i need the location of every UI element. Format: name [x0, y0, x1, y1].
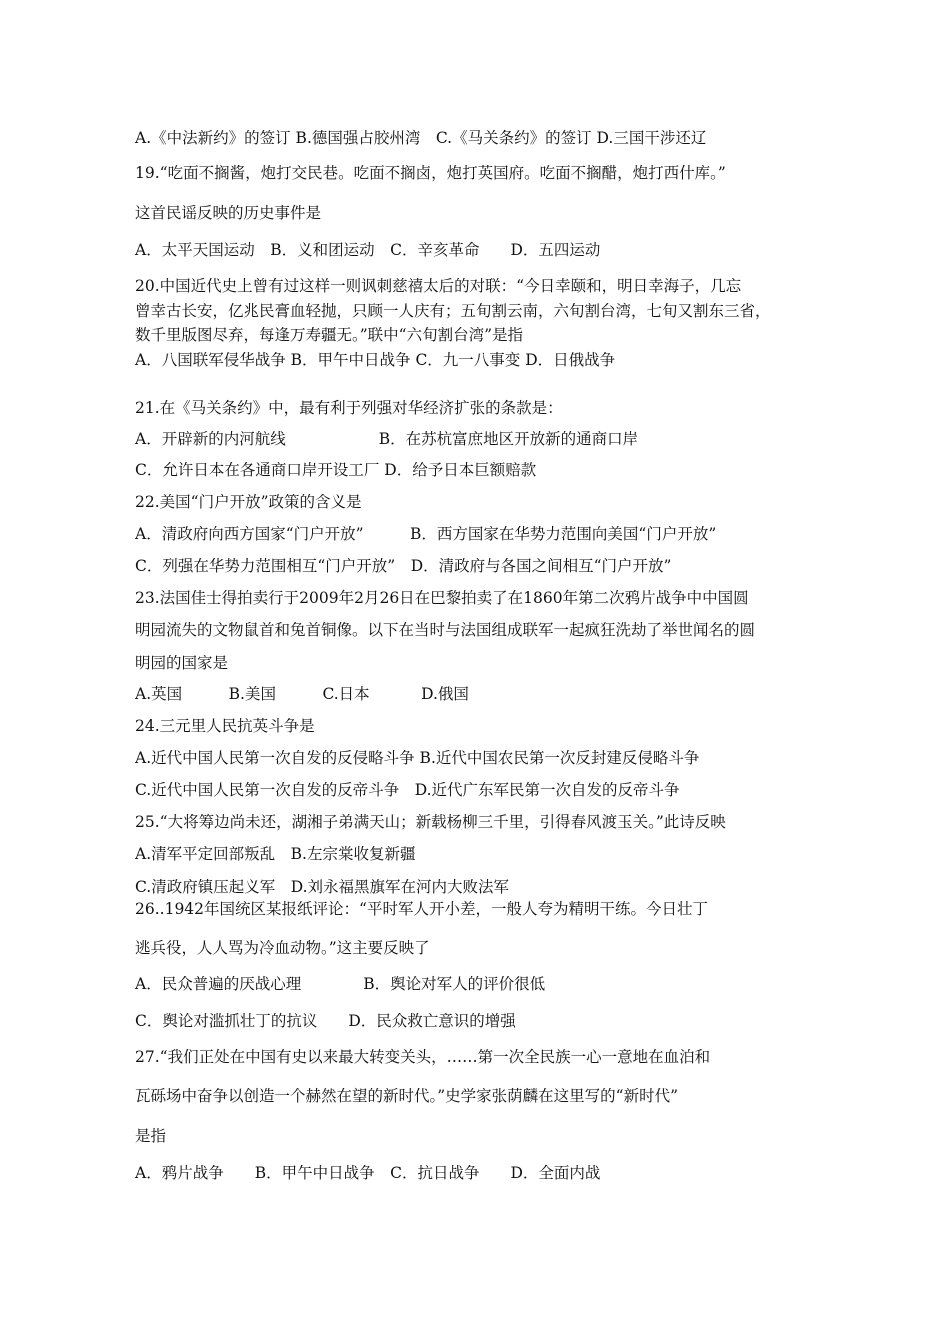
q25-stem: 25.“大将筹边尚未还，湖湘子弟满天山；新载杨柳三千里，引得春风渡玉关。”此诗反映 [135, 813, 726, 831]
q22-options-line-2: C．列强在华势力范围相互“门户开放” D．清政府与各国之间相互“门户开放” [135, 557, 672, 575]
q20-stem-line-2: 曾幸古长安，亿兆民膏血轻抛，只顾一人庆有；五旬割云南，六旬割台湾，七旬又割东三省， [135, 302, 771, 320]
q18-options: A.《中法新约》的签订 B.德国强占胶州湾 C.《马关条约》的签订 D.三国干涉还辽 [135, 129, 707, 147]
q19-stem-line-2: 这首民谣反映的历史事件是 [135, 204, 322, 222]
q24-options-line-2: C.近代中国人民第一次自发的反帝斗争 D.近代广东军民第一次自发的反帝斗争 [135, 781, 680, 799]
q27-stem-line-1: 27.“我们正处在中国有史以来最大转变关头，……第一次全民族一心一意地在血泊和 [135, 1048, 711, 1066]
q26-stem-line-2: 逃兵役，人人骂为冷血动物。”这主要反映了 [135, 939, 430, 957]
q23-stem-line-2: 明园流失的文物鼠首和兔首铜像。以下在当时与法国组成联军一起疯狂洗劫了举世闻名的圆 [135, 621, 756, 639]
q24-options-line-1: A.近代中国人民第一次自发的反侵略斗争 B.近代中国农民第一次反封建反侵略斗争 [135, 749, 700, 767]
q27-options: A．鸦片战争 B．甲午中日战争 C．抗日战争 D．全面内战 [135, 1164, 601, 1182]
q21-options-line-1: A．开辟新的内河航线 B．在苏杭富庶地区开放新的通商口岸 [135, 430, 639, 448]
q20-stem-line-1: 20.中国近代史上曾有过这样一则讽刺慈禧太后的对联：“今日幸颐和，明日幸海子，几忘 [135, 277, 742, 295]
q23-options: A.英国 B.美国 C.日本 D.俄国 [135, 685, 469, 703]
q19-options: A．太平天国运动 B．义和团运动 C．辛亥革命 D．五四运动 [135, 241, 601, 259]
q25-options-line-2: C.清政府镇压起义军 D.刘永福黑旗军在河内大败法军 [135, 878, 510, 896]
q27-stem-line-3: 是指 [135, 1127, 167, 1145]
q26-options-line-1: A．民众普遍的厌战心理 B．舆论对军人的评价很低 [135, 975, 546, 993]
q25-options-line-1: A.清军平定回部叛乱 B.左宗棠收复新疆 [135, 845, 416, 863]
q27-stem-line-2: 瓦砾场中奋争以创造一个赫然在望的新时代。”史学家张荫麟在这里写的“新时代” [135, 1087, 679, 1105]
q26-options-line-2: C．舆论对滥抓壮丁的抗议 D．民众救亡意识的增强 [135, 1012, 516, 1030]
q24-stem: 24.三元里人民抗英斗争是 [135, 717, 315, 735]
q19-stem-line-1: 19.“吃面不搁酱，炮打交民巷。吃面不搁卤，炮打英国府。吃面不搁醋，炮打西什库。” [135, 164, 726, 182]
q22-options-line-1: A．清政府向西方国家“门户开放” B．西方国家在华势力范围向美国“门户开放” [135, 525, 717, 543]
q23-stem-line-3: 明园的国家是 [135, 654, 229, 672]
q20-stem-line-3: 数千里版图尽弃，每逢万寿疆无。”联中“六旬割台湾”是指 [135, 326, 524, 344]
q21-options-line-2: C．允许日本在各通商口岸开设工厂 D．给予日本巨额赔款 [135, 461, 537, 479]
q23-stem-line-1: 23.法国佳士得拍卖行于2009年2月26日在巴黎拍卖了在1860年第二次鸦片战争中中国圆 [135, 589, 749, 607]
q26-stem-line-1: 26..1942年国统区某报纸评论：“平时军人开小差，一般人夸为精明干练。今日壮丁 [135, 900, 708, 918]
q22-stem: 22.美国“门户开放”政策的含义是 [135, 493, 362, 511]
q20-options: A．八国联军侵华战争 B．甲午中日战争 C．九一八事变 D．日俄战争 [135, 351, 616, 369]
q21-stem: 21.在《马关条约》中，最有利于列强对华经济扩张的条款是： [135, 399, 563, 417]
